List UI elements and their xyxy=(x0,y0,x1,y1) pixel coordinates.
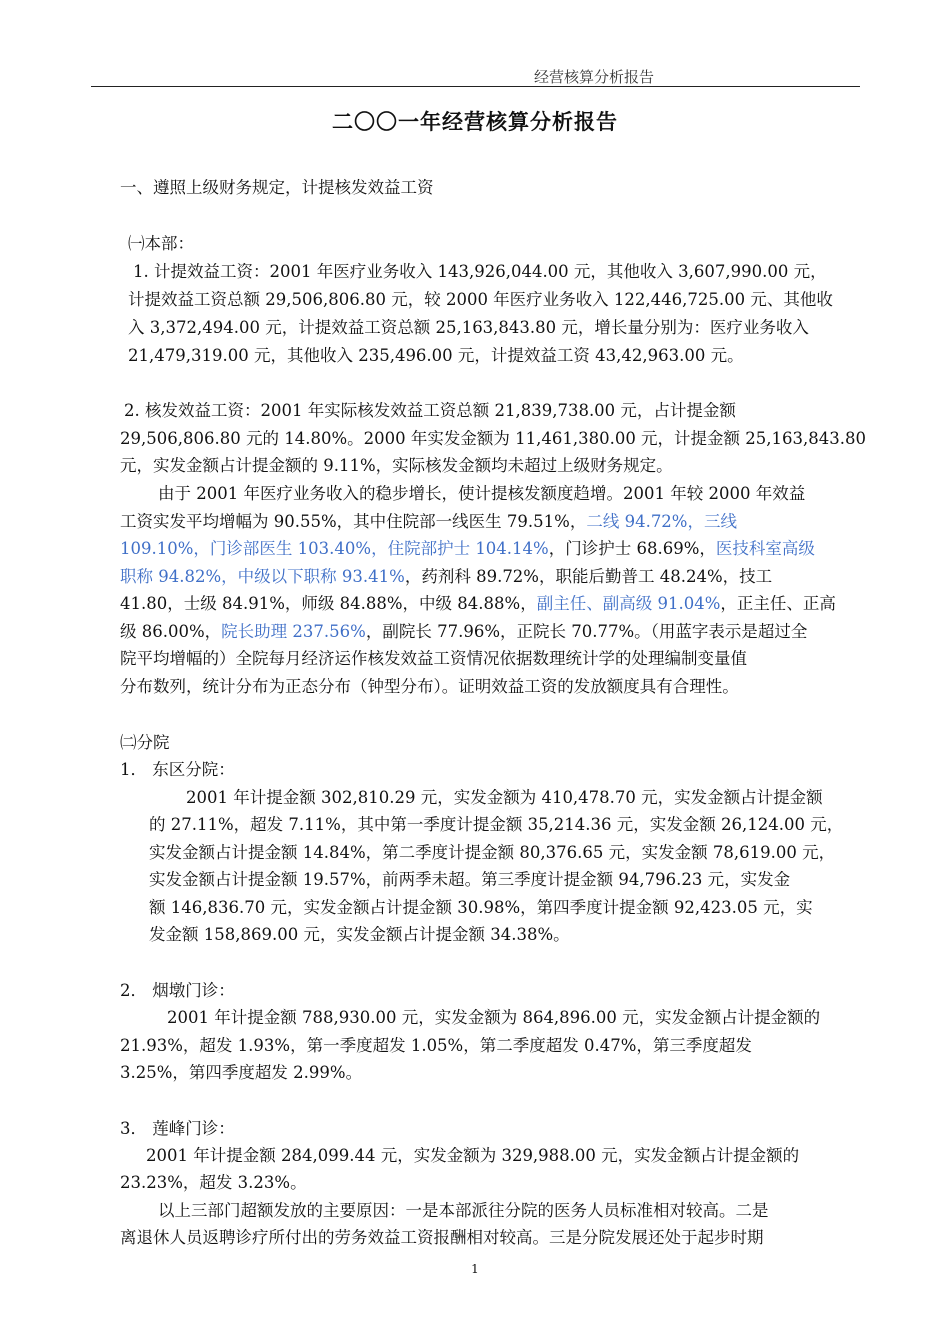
branch-line: 发金额 158,869.00 元，实发金额占计提金额 34.38%。 xyxy=(149,925,570,944)
paragraph-line xyxy=(120,594,836,614)
branch-line: 2001 年计提金额 284,099.44 元，实发金额为 329,988.00 元，实发金额占计提金额的 xyxy=(146,1146,800,1165)
highlight-text: 109.10%，门诊部医生 103.40%，住院部护士 104.14% xyxy=(120,539,549,558)
section-heading: 一、遵照上级财务规定，计提核发效益工资 xyxy=(120,178,434,197)
highlight-text: 职称 94.82%，中级以下职称 93.41% xyxy=(120,567,405,586)
item2-line: 29,506,806.80 元的 14.80%。2000 年实发金额为 11,461,380.00 元，计提金额 25,163,843.80 xyxy=(120,429,867,448)
paragraph-line xyxy=(120,567,772,587)
text-run: ，门诊护士 68.69%， xyxy=(548,539,716,558)
item2-line: 元，实发金额占计提金额的 9.11%，实际核发金额均未超过上级财务规定。 xyxy=(120,456,673,475)
highlight-text: 副主任、副高级 91.04% xyxy=(536,594,721,613)
page-number: 1 xyxy=(471,1262,479,1276)
text-run: 级 86.00%， xyxy=(120,622,222,641)
branch-line: 额 146,836.70 元，实发金额占计提金额 30.98%，第四季度计提金额 92,423.05 元，实 xyxy=(149,898,813,917)
branch-line: 的 27.11%，超发 7.11%，其中第一季度计提金额 35,214.36 元，实发金额 26,124.00 元， xyxy=(149,815,844,834)
subsection-heading-headquarters: ㈠本部： xyxy=(128,234,194,253)
branch-line: 23.23%，超发 3.23%。 xyxy=(120,1173,307,1192)
branch-line: 实发金额占计提金额 19.57%，前两季未超。第三季度计提金额 94,796.23 元，实发金 xyxy=(149,870,791,889)
paragraph-line: 分布数列，统计分布为正态分布（钟型分布）。证明效益工资的发放额度具有合理性。 xyxy=(120,677,739,696)
text-run: ，药剂科 89.72%，职能后勤普工 48.24%，技工 xyxy=(404,567,773,586)
paragraph-line: 院平均增幅的）全院每月经济运作核发效益工资情况依据数理统计学的处理编制变量值 xyxy=(120,649,747,668)
highlight-text: 医技科室高级 xyxy=(715,539,815,558)
text-run: 41.80，士级 84.91%，师级 84.88%，中级 84.88%， xyxy=(120,594,537,613)
branch-line: 2001 年计提金额 302,810.29 元，实发金额为 410,478.70 元，实发金额占计提金额 xyxy=(186,788,823,807)
branch-line: 实发金额占计提金额 14.84%，第二季度计提金额 80,376.65 元，实发金额 78,619.00 元， xyxy=(149,843,836,862)
branch-line: 2001 年计提金额 788,930.00 元，实发金额为 864,896.00 元，实发金额占计提金额的 xyxy=(167,1008,821,1027)
highlight-text: 二线 94.72%，三线 xyxy=(586,512,737,531)
document-title: 二〇〇一年经营核算分析报告 xyxy=(332,110,618,134)
text-run: ，正主任、正高 xyxy=(720,594,836,613)
branch-line: 3.25%，第四季度超发 2.99%。 xyxy=(120,1063,363,1082)
item2-line: 2. 核发效益工资：2001 年实际核发效益工资总额 21,839,738.00 元，占计提金额 xyxy=(124,401,736,420)
text-run: ，副院长 77.96%，正院长 70.77%。（用蓝字表示是超过全 xyxy=(365,622,808,641)
branch-heading: 2． 烟墩门诊： xyxy=(120,981,235,1000)
subsection-heading-branches: ㈡分院 xyxy=(120,733,170,752)
paragraph-line xyxy=(120,539,815,559)
branch-line: 21.93%，超发 1.93%，第一季度超发 1.05%，第二季度超发 0.47%，第三季度超发 xyxy=(120,1036,752,1055)
conclusion-line: 以上三部门超额发放的主要原因：一是本部派往分院的医务人员标准相对较高。二是 xyxy=(158,1201,769,1220)
paragraph-line: 由于 2001 年医疗业务收入的稳步增长，使计提核发额度趋增。2001 年较 2000 年效益 xyxy=(158,484,806,503)
item1-line: 入 3,372,494.00 元，计提效益工资总额 25,163,843.80 元，增长量分别为：医疗业务收入 xyxy=(128,318,809,337)
branch-heading: 3． 莲峰门诊： xyxy=(120,1119,235,1138)
item1-line: 计提效益工资总额 29,506,806.80 元，较 2000 年医疗业务收入 122,446,725.00 元、其他收 xyxy=(128,290,833,309)
item1-line: 21,479,319.00 元，其他收入 235,496.00 元，计提效益工资 43,42,963.00 元。 xyxy=(128,346,744,365)
paragraph-line xyxy=(120,622,807,642)
branch-heading: 1． 东区分院： xyxy=(120,760,235,779)
conclusion-line: 离退休人员返聘诊疗所付出的劳务效益工资报酬相对较高。三是分院发展还处于起步时期 xyxy=(120,1228,764,1247)
text-run: 工资实发平均增幅为 90.55%，其中住院部一线医生 79.51%， xyxy=(120,512,587,531)
running-header: 经营核算分析报告 xyxy=(534,68,655,86)
paragraph-line xyxy=(120,512,737,532)
header-rule xyxy=(91,86,860,87)
highlight-text: 院长助理 237.56% xyxy=(221,622,366,641)
item1-line: 1. 计提效益工资：2001 年医疗业务收入 143,926,044.00 元，其他收入 3,607,990.00 元， xyxy=(133,262,827,281)
